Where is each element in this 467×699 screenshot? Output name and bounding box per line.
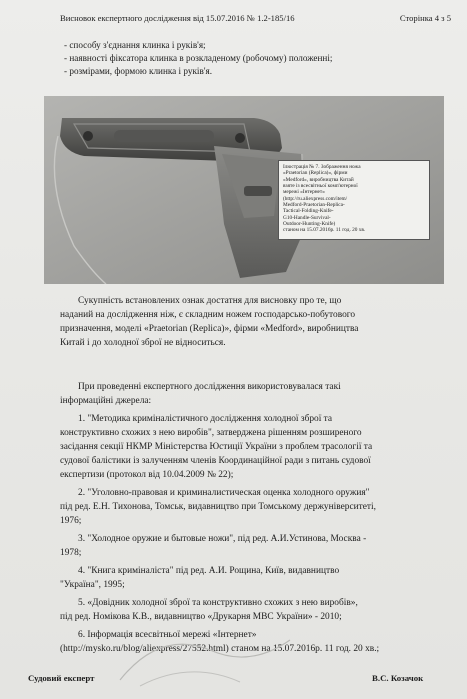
caption-line: мережі «Інтернет»	[283, 189, 325, 196]
source-line: 4. "Книга криміналіста" під ред. А.И. Рощина, Київ, видавництво	[78, 566, 340, 576]
source-line: конструктивно схожих з нею виробів", затверджена рішенням розширеного	[60, 428, 362, 438]
footer-signature-name: В.С. Козачок	[372, 673, 424, 683]
sources-intro-line: інформаційні джерела:	[60, 396, 152, 406]
conclusion-line: Китай і до холодної зброї не відноситься.	[60, 338, 226, 348]
caption-line: G10-Handle-Survival-	[283, 214, 331, 221]
source-line: засідання секції НКМР Міністерства Юстиції України з проблем трасології та	[60, 442, 373, 452]
source-line: 1. "Методика криміналістичного дослідження холодної зброї та	[78, 414, 333, 424]
photo-caption	[278, 160, 430, 240]
conclusion-line: наданий на дослідження ніж, є складним ножем господарсько-побутового	[60, 310, 356, 320]
header-title: Висновок експертного дослідження від 15.07.2016 № 1.2-185/16	[60, 13, 295, 23]
footer-role: Судовий експерт	[28, 673, 95, 683]
bullet-item: - розмірами, формою клинка і руків'я.	[64, 66, 213, 76]
caption-line: Ілюстрація № 7. Зображення ножа	[283, 164, 361, 170]
caption-line: станом на 15.07.2016р. 11 год. 20 хв.	[283, 227, 366, 234]
source-line: 5. «Довідник холодної зброї та конструктивно схожих з нею виробів»,	[78, 598, 358, 608]
source-line: (http://mysko.ru/blog/aliexpress/27552.html) станом на 15.07.2016р. 11 год. 20 хв.;	[60, 644, 380, 654]
conclusion-line: Сукупність встановлених ознак достатня для висновку про те, що	[78, 296, 342, 306]
caption-line: взяте із всесвітньої комп'ютерної	[283, 183, 358, 190]
source-line: судової балістики із залученням членів Координаційної ради з питань судової	[60, 456, 371, 466]
caption-line: Tactical-Folding-Knife-	[283, 208, 334, 215]
caption-line: (http://ru.aliexpress.com/item/	[283, 195, 348, 202]
source-line: "Україна", 1995;	[60, 580, 125, 590]
source-line: експертизи (протокол від 10.04.2009 № 22);	[60, 470, 234, 480]
caption-line: Medford-Praetorian-Replica-	[283, 202, 345, 209]
bullet-item: - способу з'єднання клинка і руків'я;	[64, 40, 206, 50]
page-number: Сторінка 4 з 5	[399, 13, 451, 23]
source-line: 3. "Холодное оружие и бытовые ножи", під ред. А.И.Устинова, Москва -	[78, 534, 367, 544]
source-line: 1978;	[60, 548, 82, 558]
source-line: 2. "Уголовно-правовая и криминалистическая оценка холодного оружия"	[78, 488, 370, 498]
caption-line: Outdoor-Hunting-Knife)	[283, 221, 336, 228]
page-header	[0, 12, 467, 24]
source-line: 6. Інформація всесвітньої мережі «Інтернет»	[78, 630, 257, 640]
conclusion-line: призначення, моделі «Praetorian (Replica)», фірми «Medford», виробництва	[60, 324, 359, 334]
sources-intro-line: При проведенні експертного дослідження використовувалася такі	[78, 382, 341, 392]
caption-line: «Medford», виробництва Китай	[283, 176, 354, 183]
bullet-item: - наявності фіксатора клинка в розкладеному (робочому) положенні;	[64, 53, 333, 63]
caption-line: «Praetorian (Replica)», фірми	[283, 170, 348, 177]
stamp-mark	[100, 620, 300, 690]
source-line: 1976;	[60, 516, 82, 526]
source-line: під ред. Номікова К.В., видавництво «Друкарня МВС України» - 2010;	[60, 612, 342, 622]
source-line: під ред. Е.Н. Тихонова, Томськ, видавництво при Томському держуніверситеті,	[60, 502, 376, 512]
